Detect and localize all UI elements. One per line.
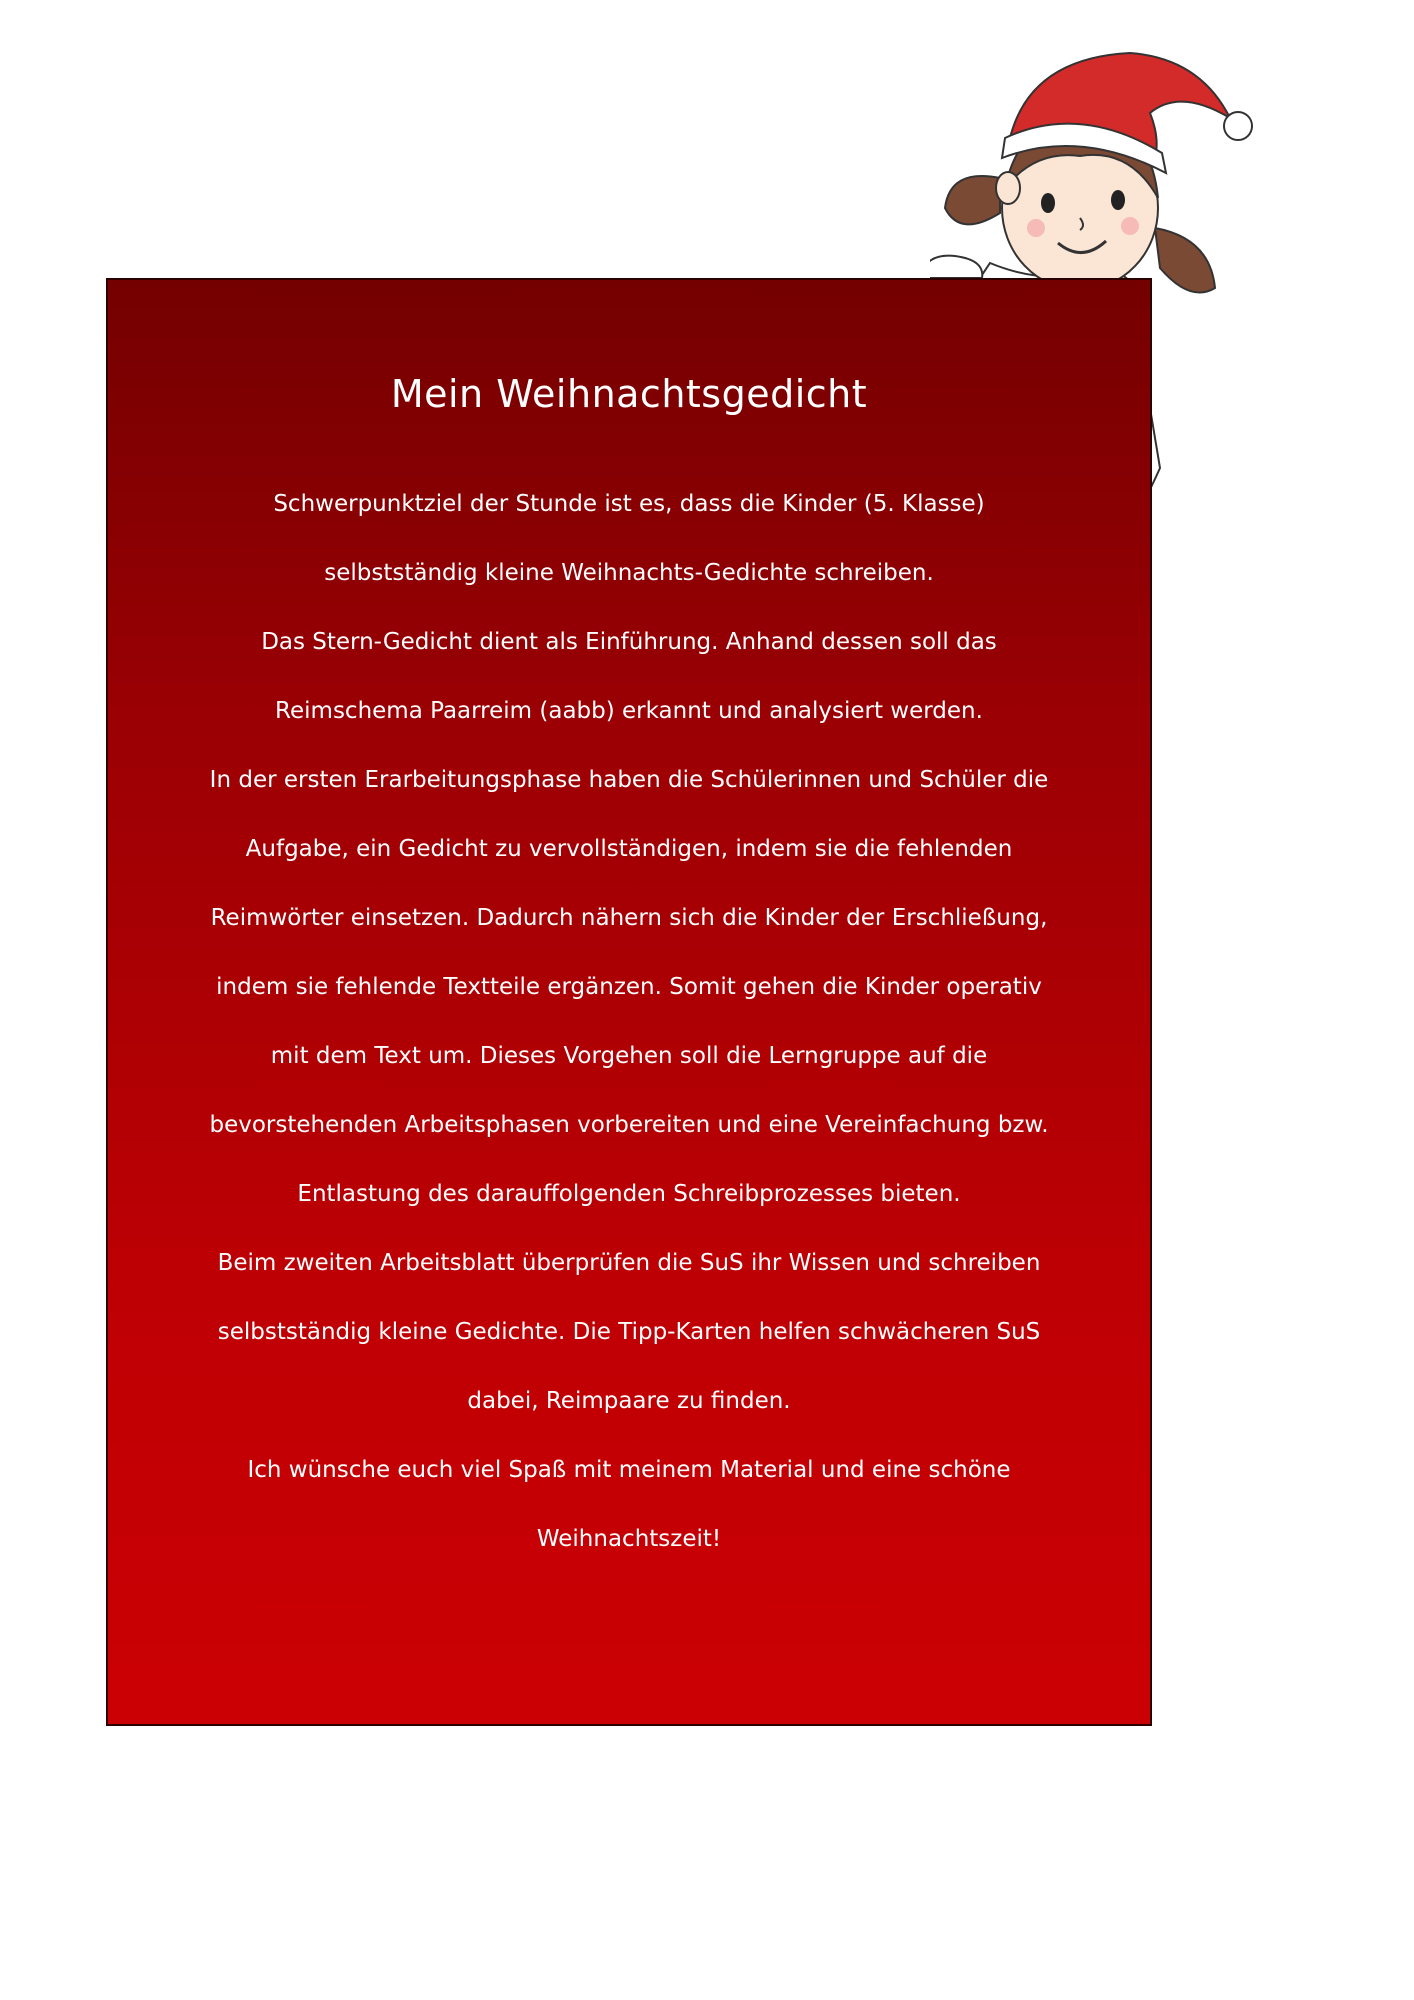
- text-line: Entlastung des darauffolgenden Schreibprozesses bieten.: [297, 1181, 961, 1207]
- text-line: dabei, Reimpaare zu finden.: [467, 1388, 791, 1414]
- text-line: Das Stern-Gedicht dient als Einführung. Anhand dessen soll das: [261, 629, 997, 655]
- text-line: bevorstehenden Arbeitsphasen vorbereiten und eine Vereinfachung bzw.: [209, 1112, 1049, 1138]
- text-card: [106, 278, 1152, 1726]
- text-lines: [148, 470, 1110, 1574]
- text-line: Weihnachtszeit!: [536, 1526, 722, 1552]
- text-line: Beim zweiten Arbeitsblatt überprüfen die SuS ihr Wissen und schreiben: [217, 1250, 1041, 1276]
- text-line: In der ersten Erarbeitungsphase haben die Schülerinnen und Schüler die: [209, 767, 1049, 793]
- text-line: Aufgabe, ein Gedicht zu vervollständigen, indem sie die fehlenden: [245, 836, 1013, 862]
- text-line: selbstständig kleine Gedichte. Die Tipp-Karten helfen schwächeren SuS: [217, 1319, 1041, 1345]
- text-line: mit dem Text um. Dieses Vorgehen soll die Lerngruppe auf die: [270, 1043, 988, 1069]
- text-line: indem sie fehlende Textteile ergänzen. Somit gehen die Kinder operativ: [216, 974, 1042, 1000]
- page-title: Mein Weihnachtsgedicht: [390, 372, 868, 416]
- text-line: Schwerpunktziel der Stunde ist es, dass die Kinder (5. Klasse): [273, 491, 985, 517]
- text-line: Reimschema Paarreim (aabb) erkannt und analysiert werden.: [275, 698, 983, 724]
- text-line: Reimwörter einsetzen. Dadurch nähern sich die Kinder der Erschließung,: [210, 905, 1048, 931]
- text-line: Ich wünsche euch viel Spaß mit meinem Material und eine schöne: [247, 1457, 1011, 1483]
- text-line: selbstständig kleine Weihnachts-Gedichte schreiben.: [324, 560, 934, 586]
